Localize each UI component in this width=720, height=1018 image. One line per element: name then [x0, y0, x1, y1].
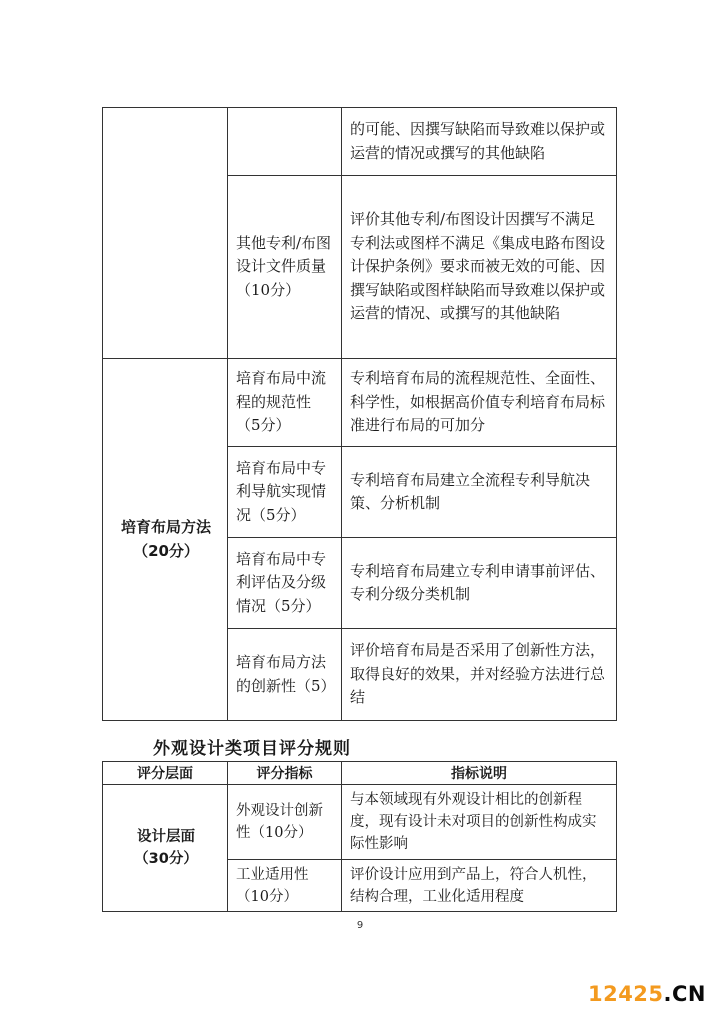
indicator-cell: 培育布局方法的创新性（5）	[228, 629, 342, 721]
description-cell: 的可能、因撰写缺陷而导致难以保护或运营的情况或撰写的其他缺陷	[342, 108, 617, 176]
table-header-row	[103, 762, 617, 785]
header-cell-level: 评分层面	[103, 762, 228, 785]
table-row	[103, 359, 617, 447]
description-cell: 评价其他专利/布图设计因撰写不满足专利法或图样不满足《集成电路布图设计保护条例》要求而被无效的可能、因撰写缺陷或图样缺陷而导致难以保护或运营的情况、或撰写的其他缺陷	[342, 176, 617, 359]
table-row	[103, 108, 617, 176]
category-name: 设计层面	[137, 829, 195, 845]
header-cell-indicator: 评分指标	[228, 762, 342, 785]
indicator-cell: 培育布局中专利导航实现情况（5分）	[228, 447, 342, 538]
design-scoring-table	[102, 761, 617, 912]
description-cell: 专利培育布局的流程规范性、全面性、科学性，如根据高价值专利培育布局标准进行布局的可加分	[342, 359, 617, 447]
indicator-cell: 其他专利/布图设计文件质量（10分）	[228, 176, 342, 359]
description-cell: 与本领域现有外观设计相比的创新程度，现有设计未对项目的创新性构成实际性影响	[342, 785, 617, 860]
indicator-cell: 外观设计创新性（10分）	[228, 785, 342, 860]
header-cell-description: 指标说明	[342, 762, 617, 785]
category-name: 培育布局方法	[120, 518, 211, 536]
section-title: 外观设计类项目评分规则	[153, 739, 351, 759]
category-cell	[103, 785, 228, 912]
category-score: （20分）	[133, 541, 199, 560]
watermark-domain: .CN	[663, 982, 706, 1006]
description-cell: 评价培育布局是否采用了创新性方法，取得良好的效果，并对经验方法进行总结	[342, 629, 617, 721]
indicator-cell: 培育布局中流程的规范性（5分）	[228, 359, 342, 447]
indicator-cell: 工业适用性（10分）	[228, 860, 342, 912]
description-cell: 专利培育布局建立专利申请事前评估、专利分级分类机制	[342, 538, 617, 629]
category-cell	[103, 359, 228, 721]
site-watermark	[588, 982, 706, 1006]
description-cell: 专利培育布局建立全流程专利导航决策、分析机制	[342, 447, 617, 538]
category-cell-empty	[103, 108, 228, 359]
page-number: 9	[356, 920, 364, 931]
category-score: （30分）	[134, 851, 198, 867]
watermark-number: 12425	[587, 982, 664, 1006]
indicator-cell	[228, 108, 342, 176]
indicator-cell: 培育布局中专利评估及分级情况（5分）	[228, 538, 342, 629]
table-row	[103, 785, 617, 860]
scoring-table-continued	[102, 107, 617, 721]
description-cell: 评价设计应用到产品上，符合人机性，结构合理，工业化适用程度	[342, 860, 617, 912]
